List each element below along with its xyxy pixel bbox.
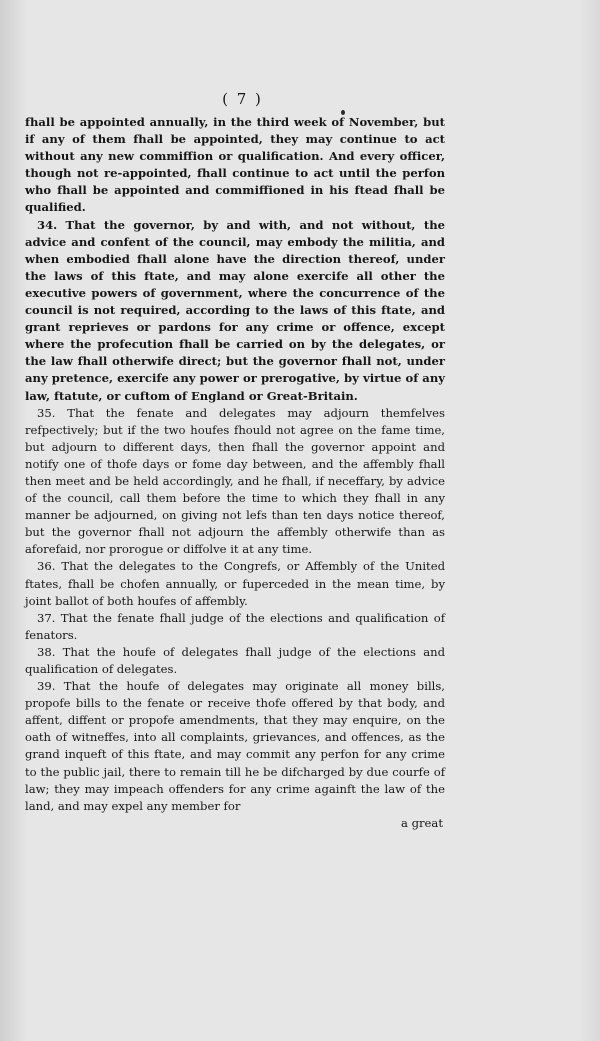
page-edge-shadow (578, 0, 600, 1041)
paragraph-article-35: 35. That the fenate and delegates may adjourn themfelves refpectively; but if the two houfes fhould not agree on the fame time, but adjourn to different days, then fhall the governor appoint and notify one of thofe days or fome day between, and the affembly fhall then meet and be held accordingly, and he fhall, if neceffary, by advice of the council, call them before the time to which they fhall in any manner be adjourned, on giving not lefs than ten days notice thereof, but the governor fhall not adjourn the affembly otherwife than as aforefaid, nor prorogue or diffolve it at any time. (25, 405, 445, 557)
page-number: ( 7 ) (222, 90, 263, 108)
page-gutter-shadow (0, 0, 28, 1041)
paragraph-article-37: 37. That the fenate fhall judge of the elections and qualification of fenators. (25, 610, 445, 642)
paragraph-article-38: 38. That the houfe of delegates fhall judge of the elections and qualification of delegates. (25, 644, 445, 676)
catchword: a great (401, 815, 443, 830)
page-text (25, 88, 445, 832)
paragraph-continuation: fhall be appointed annually, in the third week of November, but if any of them fhall be appointed, they may continue to act without any new commiffion or qualification. And every officer, though not re-appointed, fhall continue to act until the perfon who fhall be appointed and commiffioned in his ftead fhall be qualified. (25, 115, 445, 215)
paragraph-article-34: 34. That the governor, by and with, and not without, the advice and confent of the council, may embody the militia, and when embodied fhall alone have the direction thereof, under the laws of this ftate, and may alone exercife all other the executive powers of government, where the concurrence of the council is not required, according to the laws of this ftate, and grant reprieves or pardons for any crime or offence, except where the profecution fhall be carried on by the delegates, or the law fhall otherwife direct; but the governor fhall not, under any pretence, exercife any power or prerogative, by virtue of any law, ftatute, or cuftom of England or Great-Britain. (25, 217, 445, 403)
paragraph-article-36: 36. That the delegates to the Congrefs, or Affembly of the United ftates, fhall be chofen annually, or fuperceded in the mean time, by joint ballot of both houfes of affembly. (25, 559, 445, 608)
paragraph-article-39: 39. That the houfe of delegates may originate all money bills, propofe bills to the fenate or receive thofe offered by that body, and affent, diffent or propofe amendments, that they may enquire, on the oath of witneffes, into all complaints, grievances, and offences, as the grand inqueft of this ftate, and may commit any perfon for any crime to the public jail, there to remain till he be difcharged by due courfe of law; they may impeach offenders for any crime againft the law of the land, and may expel any member for (25, 679, 445, 813)
